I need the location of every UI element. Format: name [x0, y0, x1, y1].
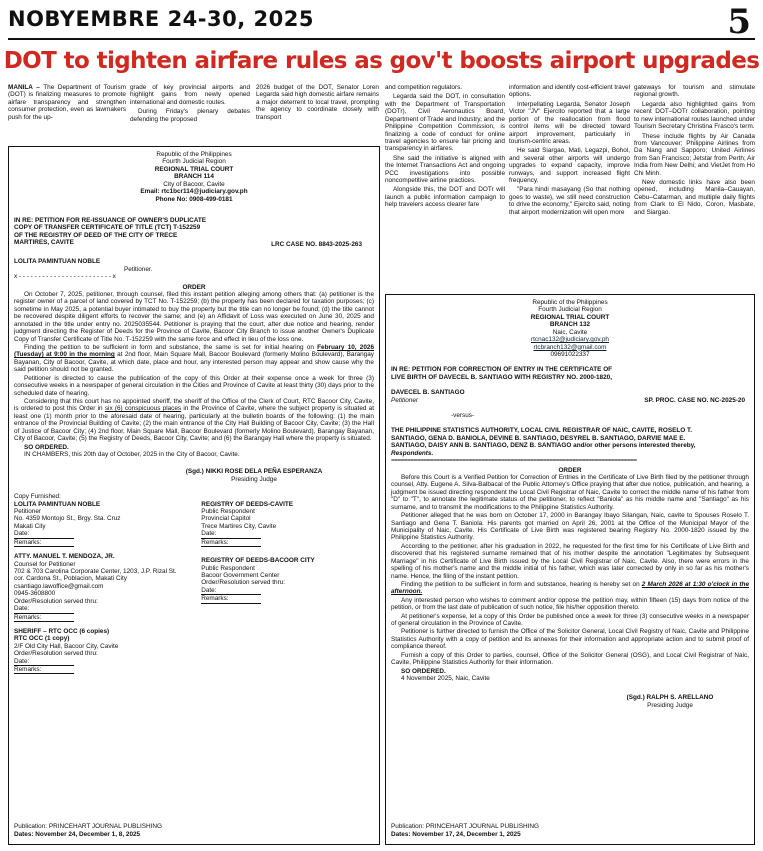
cf-line: 2/F Old City Hall, Bacoor City, Cavite: [14, 642, 119, 650]
court-header-line: Fourth Judicial Region: [162, 158, 226, 166]
cf-line: Remarks:: [14, 538, 42, 546]
article-paragraph: 2026 budget of the DOT, Senator Loren Legarda said high domestic airfare remains a major deterrent to local travel, prompting the agency to coordinate closely with transport: [256, 84, 379, 121]
article-paragraph: Interpellating Legarda, Senator Joseph Victor "JV" Ejercito reported that a large portion of the reallocation from flood control items will be directed toward airport improvement, particularly in tourism-centric areas.: [509, 100, 630, 145]
cf-entry: [14, 628, 187, 675]
article-col-5: [509, 84, 630, 276]
judge-signature: (Sgd.) NIKKI ROSE DELA PEÑA ESPERANZA: [185, 468, 323, 476]
blank-line: [14, 546, 74, 547]
order-text: at 2nd floor, Main Square Mall, Bacoor Boulevard (formerly Molino Boulevard), Barangay Bayanan, City of Bacoor, Cavite, at which date, place and hour, any interested person may appear and show cause why the said petition should not be granted.: [14, 351, 374, 374]
court-header-line: Republic of the Philippines: [532, 299, 608, 306]
cf-line: Order/Resolution served thru:: [14, 650, 98, 658]
cf-name: SHERIFF – RTC OCC (6 copies): [14, 627, 110, 635]
order-text: in the Province of Cavite, where the subject property is situated at least one (1) month prior to the aforesaid date of hearing, particularly at the bulletin boards of the following: (1) the main entrance of the Provincial Building of Cavite; (2) the main entrance of the City Hall Building of Bacoor City, Cavite; (3) the Hall of Justice of Bacoor City; (4) 2nd floor, Main Square Mall, Bacoor Boulevard (formerly Molino Boulevard), Barangay Bayanan, City of Bacoor, Cavite; (5) the Registry of Deeds, Bacoor City, Cavite; and (6) the Barangay Hall where the property is situated.: [14, 405, 374, 443]
order-paragraph: According to the petitioner, after his graduation in 2022, he requested for the first time for his Certificate of Live Birth and discovered that his registered surname remained that of his mother despite the annotation "Legitimates by Subsequent Marriage" in his Certificate of Live Birth issued by the Local Civil Registrar of Naic, Cavite. Also, there were errors in the spelling of his mother's name and the middle initial of his father, which was later corrected by only in so far as his mother's name. Hence, the filing of the instant petition.: [391, 542, 749, 580]
respondents: THE PHILIPPINE STATISTICS AUTHORITY, LOCAL CIVIL REGISTRAR OF NAIC, CAVITE, ROSELO T. SANTIAGO, GENA D. BANIOLA, DEVINE B. SANTIAGO, DESYREL B. SANTIAGO, DARVIE MAE E. SANTIAGO, DAISY ANN B. SANTIAGO, DENZ B. SANTIAGO and/or other persons interested thereby,: [391, 427, 696, 450]
article-paragraph: and competition regulators.: [385, 84, 463, 91]
legal-notice-rtc-naic: [385, 294, 755, 845]
blank-line: [14, 673, 74, 674]
cf-name: REGISTRY OF DEEDS-CAVITE: [201, 500, 294, 508]
order-paragraph: [391, 581, 749, 596]
cf-line: Order/Resolution served thru:: [201, 579, 286, 587]
court-header-line: Fourth Judicial Region: [538, 306, 602, 314]
cf-name: ATTY. MANUEL T. MENDOZA, JR.: [14, 553, 115, 561]
article-paragraph: grade of key provincial airports and highlight gains from newly opened international and domestic routes.: [130, 84, 250, 106]
court-email-link[interactable]: rtcbranch132@gmail.com: [533, 343, 607, 351]
page-number: 5: [727, 2, 751, 42]
order-text: Considering that this court has no appointed sheriff, the sheriff of the Office of the Clerk of Court, RTC Bacoor City, Cavite, is ordered to post this Order in: [14, 397, 374, 413]
order-title: ORDER: [558, 466, 582, 474]
article-col-1: [8, 84, 126, 146]
posting-places: six (6) conspicuous places: [104, 405, 182, 413]
court-phone: 0908-499-0181: [189, 195, 233, 203]
cf-name: REGISTRY OF DEEDS-BACOOR CITY: [201, 557, 315, 565]
order-paragraph: Before this Court is a Verified Petition for Correction of Entries in the Certificate of Live Birth filed by the petitioner through counsel, Atty. Eugene A. Silva-Balbacal of the Public Attorney's Office praying that after due notice, publication, and hearing, a judgment be issued directing respondent the Local Civil Registrar of Naic, Cavite to correct the middle name of his father from "D" to "T", to annotate the legitimate status of the petitioner, to reflect "Baniola" as his middle name and "Santiago" as his surname, and to transmit the modifications to the Philippine Statistics Authority.: [391, 474, 749, 511]
order-paragraph: At petitioner's expense, let a copy of this Order be published once a week for three (3) consecutive weeks in a newspaper of general circulation in the Province of Cavite.: [391, 612, 749, 628]
court-header: [391, 299, 749, 358]
article-paragraph: New domestic links have also been opened, including Manila–Cauayan, Cebu–Catarman, and multiple daily flights from Clark to El Nido, Coron, Masbate, and Siargao.: [634, 179, 755, 216]
order-text: Finding the petition to be sufficient in form and substance, hearing is hereby set on: [401, 580, 640, 588]
so-ordered: SO ORDERED.: [401, 667, 446, 675]
cf-entry: [201, 557, 374, 604]
cf-line: Trece Martires City, Cavite: [201, 522, 277, 530]
cf-line: Remarks:: [14, 666, 42, 674]
cf-line: 702 & 703 Carolina Corporate Center, 1203, J.P. Rizal St. cor. Cardona St., Poblacion, Makati City: [14, 567, 177, 583]
legal-notice-rtc-bacoor: [8, 146, 380, 845]
article-paragraph: Alongside this, the DOT and DOTr will launch a public information campaign to help travelers access clearer fare: [385, 186, 505, 209]
court-header: [14, 151, 374, 203]
judge-title: Presiding Judge: [647, 701, 693, 709]
order-paragraph: Furnish a copy of this Order to parties, counsel, Office of the Solicitor General (OSG), and Local Civil Registrar of Naic, Cavite, Philippine Statistics Authority for their information.: [391, 651, 749, 667]
petitioner-name: DAVECEL B. SANTIAGO: [391, 389, 465, 397]
cf-entry: [201, 501, 374, 548]
versus: -versus-: [451, 412, 475, 420]
cf-line: Date:: [14, 657, 30, 665]
article-paragraph: Legarda also highlighted gains from recent DOT–DOTr collaboration, pointing to new international routes launched under Tourism Secretary Christina Frasco's term.: [634, 100, 755, 131]
publication-dates: Dates: November 24, December 1, 8, 2025: [14, 830, 141, 838]
judge-signature: (Sgd.) RALPH S. ARELLANO: [626, 694, 714, 702]
issue-date: NOBYEMBRE 24-30, 2025: [8, 7, 314, 31]
cf-line: Remarks:: [201, 538, 229, 546]
article-paragraph: These include flights by Air Canada from Vancouver; Philippine Airlines from Da Nang and Sapporo; United Airlines from San Francisco; Jetstar from Perth; Air India from New Delhi; and VietJet from Ho Chi Minh.: [634, 132, 755, 177]
article-paragraph: information and identify cost-efficient travel options.: [509, 84, 630, 99]
in-re-caption: IN RE: PETITION FOR RE-ISSUANCE OF OWNER'S DUPLICATE COPY OF TRANSFER CERTIFICATE OF TITLE (TCT) T-152259 OF THE REGISTRY OF DEED OF THE CITY OF TRECE MARTIRES, CAVITE: [14, 216, 207, 247]
in-re-caption: IN RE: PETITION FOR CORRECTION OF ENTRY IN THE CERTIFICATE OF LIVE BIRTH OF DAVECEL B. SANTIAGO WITH REGISTRY NO. 2000-1820,: [391, 366, 613, 381]
order-paragraph: Any interested person who wishes to comment and/or oppose the petition may, within fifteen (15) days from notice of the petition, or from the last date of publication of such notice, file his/her opposition thereto.: [391, 596, 749, 612]
publication-line: Publication: PRINCEHART JOURNAL PUBLISHING: [391, 823, 539, 831]
court-header-line: Republic of the Philippines: [156, 151, 232, 158]
publication-line: Publication: PRINCEHART JOURNAL PUBLISHING: [14, 823, 162, 831]
cf-entry: [14, 553, 187, 622]
cf-line: Public Respondent: [201, 564, 255, 572]
article-col-2: [130, 84, 250, 146]
court-header-line: REGIONAL TRIAL COURT: [530, 313, 610, 321]
cf-line: Order/Resolution served thru:: [14, 597, 98, 605]
date-place: 4 November 2025, Naic, Cavite: [401, 674, 490, 682]
phone-label: Phone No:: [155, 195, 188, 203]
cf-phone: 0945-3608800: [14, 590, 56, 598]
headline: DOT to tighten airfare rules as gov't boosts airport upgrades: [3, 48, 760, 74]
order-title: ORDER: [182, 283, 206, 291]
copy-furnished-label: Copy Furnished:: [14, 493, 61, 501]
article-col-6: [634, 84, 755, 276]
respondents-role: Respondents.: [391, 449, 434, 457]
order-paragraph: Petitioner is further directed to furnish the Office of the Solicitor General, Local Civil Registry of Naic, Cavite and Philippine Statistics Authority with a copy of petition and its annexes for their information and appropriate action and to submit proof of compliance thereof.: [391, 628, 749, 651]
hearing-date: February 10, 2026 (Tuesday) at 9:00 in the morning: [14, 344, 375, 359]
judge-title: Presiding Judge: [231, 475, 277, 483]
article-paragraph: gateways for tourism and stimulate regional growth.: [634, 84, 755, 99]
dateline: MANILA –: [8, 84, 40, 91]
case-number: LRC CASE NO. 8843-2025-263: [271, 240, 362, 248]
order-text: Finding the petition to be sufficient in form and substance, the same is set for initial hearing on: [24, 344, 314, 352]
cf-line: Provincial Capitol: [201, 515, 251, 523]
blank-line: [201, 603, 261, 604]
cf-name: RTC OCC (1 copy): [14, 635, 70, 643]
article-paragraph: She said the initiative is aligned with the Internet Transactions Act and ongoing PCC investigations into possible noncompetitive airline practices.: [385, 154, 505, 185]
court-phone: 09691022337: [550, 350, 590, 358]
masthead: [8, 2, 755, 42]
so-ordered: SO ORDERED.: [24, 443, 69, 451]
article-col-4: [385, 84, 505, 276]
order-paragraph: [14, 344, 374, 374]
cf-line: Public Respondent: [201, 508, 255, 516]
cf-line: Makati City: [14, 522, 46, 530]
cf-line: Remarks:: [201, 595, 229, 603]
article-text: The Department of Tourism (DOT) is finalizing measures to promote airfare transparency and strengthen consumer protection, even as lawmakers push for the up-: [8, 84, 126, 121]
cf-line: Remarks:: [14, 613, 42, 621]
court-header-line: Naic, Cavite: [552, 328, 588, 336]
court-email: rtc1bcr114@judiciary.gov.ph: [161, 188, 248, 196]
blank-line: [201, 546, 261, 547]
article-col-3: [256, 84, 379, 146]
petitioner-name: LOLITA PAMINTUAN NOBLE: [14, 258, 101, 266]
petitioner-role: Petitioner: [391, 396, 418, 404]
email-label: Email:: [140, 188, 160, 196]
caption-separator: x - - - - - - - - - - - - - - - - - - - - - - - - x: [14, 273, 116, 281]
cf-line: Petitioner: [14, 508, 41, 516]
cf-line: Date:: [201, 586, 217, 594]
cf-line: Date:: [14, 605, 30, 613]
article-paragraph: During Friday's plenary debates defending the proposed: [130, 108, 250, 123]
chambers-line: IN CHAMBERS, this 20th day of October, 2025 in the City of Bacoor, Cavite.: [24, 450, 240, 458]
cf-entry: [14, 501, 187, 548]
order-paragraph: Petitioner is directed to cause the publication of the copy of this Order at their expense once a week for three (3) consecutive weeks in a newspaper of general circulation in the Cities and Province of Cavite at least thirty (30) days prior to the scheduled date of hearing.: [14, 374, 374, 397]
cf-line: No. 4359 Montojo St., Brgy. Sta. Cruz: [14, 515, 121, 523]
caption-separator: ============================================================================: [391, 457, 637, 465]
order-paragraph: [14, 398, 374, 443]
cf-line: Bacoor Government Center: [201, 571, 280, 579]
order-paragraph: Petitioner alleged that he was born on October 17, 2000 in Barangay Ibayo Silangan, Naic, cavite to Spouses Roselo T. Santiago and Gena T. Baniola. His parents got married on April 26, 2001 at the Office of the Municipal Mayor of the Municipality of Naic, Cavite. His Certificate of Live Birth was registered bearing Registry No. 2000-1820 issued by the Philippine Statistics Authority.: [391, 512, 749, 542]
article-paragraph: He said Siargao, Mati, Legazpi, Bohol, and several other airports will undergo upgrades to expand capacity, improve runways, and support increased flight frequency.: [509, 147, 630, 185]
cf-line: Date:: [201, 530, 217, 538]
cf-name: LOLITA PAMINTUAN NOBLE: [14, 500, 101, 508]
court-email-link[interactable]: rtcnac132@judiciary.gov.ph: [530, 336, 609, 344]
court-header-line: BRANCH 114: [174, 173, 214, 181]
article-paragraph: "Para hindi masayang (So that nothing goes to waste), we still need construction to drive the economy," Ejercito said, noting that airport modernization will open more: [509, 186, 630, 216]
hearing-date: 2 March 2026 at 1:30 o'clock in the afternoon.: [391, 580, 749, 596]
order-paragraph: On October 7, 2025, petitioner, through counsel, filed this instant petition alleging among others that: (a) petitioner is the register owner of a parcel of land covered by TCT No. T-152259; (b) the property has been declared for taxation purposes; (c) sometime in May 2025, a potential buyer intimated to buy the property but the title can no longer be found; (d) the title cannot be recovered despite diligent efforts to recover the same; and (e) an Affidavit of Loss was executed on June 30, 2025 and annotated in the title under entry no. 2025035544. Petitioner is praying that the court, after due notice and hearing, render judgment directing the Register of Deeds for the Province of Cavite, Bacoor City Branch to issue another Owner's Duplicate Copy of Transfer Certificate of Title No. T-152259 with the same force and effect in lieu of the loss one.: [14, 291, 374, 343]
cf-line: Counsel for Petitioner: [14, 560, 76, 568]
copy-furnished-list: [14, 501, 374, 681]
cf-email: csantiago.lawoffice@gmail.com: [14, 582, 104, 590]
court-header-line: City of Bacoor, Cavite: [163, 180, 225, 188]
court-header-line: BRANCH 132: [549, 321, 591, 329]
court-header-line: REGIONAL TRIAL COURT: [154, 165, 234, 173]
publication-dates: Dates: November 17, 24, December 1, 2025: [391, 830, 521, 838]
petitioner-role: Petitioner.: [124, 265, 153, 273]
blank-line: [14, 621, 74, 622]
case-number: SP. PROC. CASE NO. NC-2025-20: [644, 396, 745, 404]
cf-line: Date:: [14, 530, 30, 538]
article-paragraph: Legarda said the DOT, in consultation with the Department of Transportation (DOTr), Civil Aeronautics Board, Department of Trade and Industry, and the Philippine Competition Commission, is finalizing a code of conduct for online travel agencies to ensure fair pricing and transparency in airfares.: [385, 93, 505, 153]
